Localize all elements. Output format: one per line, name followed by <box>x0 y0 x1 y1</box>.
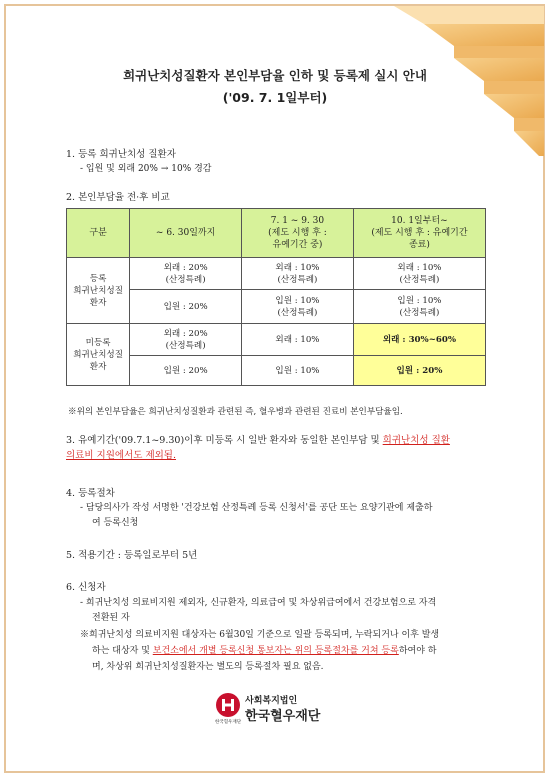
logo-small-text: 사회복지법인 <box>245 696 298 706</box>
logo-big-text: 한국혈우재단 <box>245 709 321 724</box>
table-cell: 외래 : 10% (산정특례) <box>353 258 485 290</box>
table-cell: 입원 : 10% (산정특례) <box>353 290 485 324</box>
table-cell: 외래 : 20% (산정특례) <box>130 258 242 290</box>
section3-red-1: 희귀난치성 질환 <box>382 435 450 446</box>
header-period-1: ~ 6. 30일까지 <box>130 209 242 258</box>
document-title: 희귀난치성질환자 본인부담율 인하 및 등록제 실시 안내 <box>123 68 427 83</box>
section6-note-line2a: 하는 대상자 및 <box>92 646 153 656</box>
section3-text <box>66 433 486 463</box>
section3-red-2: 의료비 지원에서도 제외됨. <box>66 450 177 461</box>
header-category: 구분 <box>67 209 130 258</box>
table-cell: 외래 : 10% <box>242 324 354 356</box>
comparison-table <box>66 208 486 386</box>
header-period-3: 10. 1일부터~ (제도 시행 후 : 유예기간 종료) <box>353 209 485 258</box>
table-row <box>67 324 486 356</box>
table-note: ※위의 본인부담율은 희귀난치성질환과 관련된 즉, 혈우병과 관련된 진료비 본인부담율임. <box>68 407 403 417</box>
section1-item: - 입원 및 외래 20% → 10% 경감 <box>80 164 212 174</box>
table-cell: 입원 : 10% (산정특례) <box>242 290 354 324</box>
table-cell: 입원 : 20% <box>130 290 242 324</box>
foundation-logo-icon <box>215 692 241 718</box>
table-row <box>67 258 486 290</box>
section6-note-red: 보건소에서 개별 등록신청 통보자는 위의 등록절차를 거쳐 등록 <box>152 646 399 656</box>
section6-note-line1: ※희귀난치성 의료비지원 대상자는 6월30일 기준으로 일괄 등록되며, 누락되거나 이후 발생 <box>80 630 440 640</box>
table-cell: 입원 : 20% <box>130 356 242 386</box>
section2-heading: 2. 본인부담율 전·후 비교 <box>66 192 170 203</box>
section6-note-line2 <box>92 644 436 659</box>
section6-note-line3: 며, 차상위 희귀난치성질환자는 별도의 등록절차 필요 없음. <box>92 662 324 672</box>
section6-item-line2: 전환된 자 <box>92 613 130 623</box>
section6-note-line2b: 하여야 하 <box>398 646 437 656</box>
group-registered-label: 등록 희귀난치성질 환자 <box>67 258 130 324</box>
section4-heading: 4. 등록절차 <box>66 488 115 499</box>
table-cell-highlight: 입원 : 20% <box>353 356 485 386</box>
section4-item-line1: - 담당의사가 작성 서명한 '건강보험 산정특례 등록 신청서'를 공단 또는 요양기관에 제출하 <box>80 503 433 513</box>
table-row <box>67 290 486 324</box>
table-cell-highlight: 외래 : 30%~60% <box>353 324 485 356</box>
table-cell: 외래 : 10% (산정특례) <box>242 258 354 290</box>
header-period-2: 7. 1 ~ 9. 30 (제도 시행 후 : 유예기간 중) <box>242 209 354 258</box>
table-cell: 입원 : 10% <box>242 356 354 386</box>
foundation-logo <box>215 692 340 726</box>
document-subtitle: ('09. 7. 1일부터) <box>222 90 328 105</box>
table-header-row <box>67 209 486 258</box>
table-cell: 외래 : 20% (산정특례) <box>130 324 242 356</box>
section4-item-line2: 여 등록신청 <box>92 518 139 528</box>
group-unregistered-label: 미등록 희귀난치성질 환자 <box>67 324 130 386</box>
section3-text-a: 3. 유예기간('09.7.1~9.30)이후 미등록 시 일반 환자와 동일한 본인부담 및 <box>66 435 383 446</box>
logo-tiny-text: 한국혈우재단 <box>215 720 242 725</box>
table-row <box>67 356 486 386</box>
section5-heading: 5. 적용기간 : 등록일로부터 5년 <box>66 550 198 561</box>
section6-heading: 6. 신청자 <box>66 582 106 593</box>
section6-item-line1: - 희귀난치성 의료비지원 제외자, 신규환자, 의료급여 및 차상위급여에서 건강보험으로 자격 <box>80 598 437 608</box>
section1-heading: 1. 등록 희귀난치성 질환자 <box>66 149 176 160</box>
